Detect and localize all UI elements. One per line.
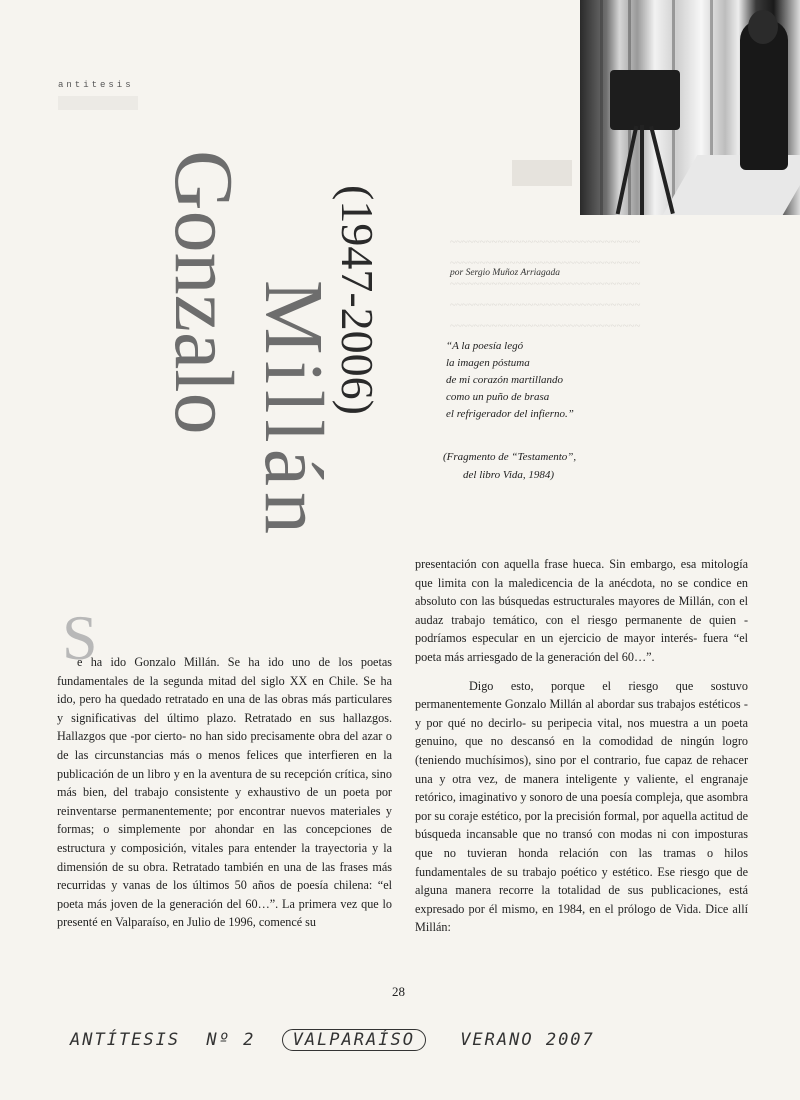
epigraph-line: “A la poesía legó	[446, 340, 524, 352]
vertical-title	[90, 150, 383, 580]
note-issue: Nº 2	[206, 1030, 256, 1050]
bleed-through-text: ~~~~~~~~~~~~~~~~~~~~~~~~~~~~~~~~ ~~~~~~~~~~~~~~~~~~~~~~~~~~~~~~~~ ~~~~~~~~~~~~~~~~~~~~~~~~~~~~~~~~ ~~~~~~~~~~~~~~~~~~~~~~~~~~~~~~~~ ~~~~~~~~~~~~~~~~~~~~~~~~~~~~~~~~	[450, 236, 641, 332]
epigraph-line: el refrigerador del infierno.”	[446, 408, 574, 420]
title-first-name: Gonzalo	[157, 150, 250, 435]
handwritten-note	[70, 1030, 595, 1070]
epigraph-line: la imagen póstuma	[446, 357, 530, 369]
title-years: (1947-2006)	[332, 185, 383, 415]
camera-silhouette	[610, 70, 680, 130]
epigraph-line: de mi corazón martillando	[446, 374, 564, 386]
note-journal: ANTÍTESIS	[70, 1030, 181, 1050]
section-rule	[58, 96, 138, 110]
ghost-block	[512, 160, 572, 186]
epigraph	[446, 338, 574, 423]
section-label: antitesis	[58, 80, 134, 90]
drop-cap: S	[62, 602, 98, 673]
source-line: (Fragmento de “Testamento”,	[443, 451, 577, 463]
source-line: del libro Vida, 1984)	[463, 469, 555, 481]
epigraph-source	[443, 448, 576, 484]
article-column-right	[415, 555, 748, 937]
page-number: 28	[392, 984, 405, 999]
note-city: VALPARAÍSO	[282, 1029, 426, 1051]
poet-photo	[580, 0, 800, 215]
epigraph-line: como un puño de brasa	[446, 391, 550, 403]
title-last-name: Millán	[247, 280, 340, 540]
note-season: VERANO 2007	[460, 1030, 595, 1050]
article-column-left	[57, 653, 392, 932]
byline: por Sergio Muñoz Arriagada	[450, 268, 561, 278]
article-paragraph: Digo esto, porque el riesgo que sostuvo permanentemente Gonzalo Millán al abordar sus trabajos estéticos -y por qué no decirlo- su peripecia vital, nos muestra a un poeta genuino, que no descansó en la comodidad de ningún logro (teniendo muchísimos), sino por el contrario, fue capaz de rehacer una y otra vez, de manera inteligente y valiente, el engranaje retórico, imaginativo y sonoro de una poesía compleja, que asombra por su coraje estético, por la precisión formal, por aquella actitud de búsqueda incansable que no transó con modas ni con imposturas que no tuvieran honda relación con las tramas o hilos fundamentales de su trabajo poético y estético. Ese riesgo que de alguna manera recorre la totalidad de sus publicaciones, está expresado por él mismo, en 1984, en el prólogo de Vida. Dice allí Millán:	[415, 678, 748, 935]
article-paragraph: presentación con aquella frase hueca. Sin embargo, esa mitología que limita con la maledicencia de la anécdota, no se condice en absoluto con las búsquedas estructurales mayores de Millán, con el audaz trabajo temático, con el riesgo permanente de quien -podríamos especular en un ejercicio de mayor interés- fuera “el poeta más arriesgado de la generación del 60…”.	[415, 557, 748, 664]
article-left-text: e ha ido Gonzalo Millán. Se ha ido uno de los poetas fundamentales de la segunda mitad del siglo XX en Chile. Se ha ido, pero ha quedado retratado en una de las obras más particulares y significativas del último plazo. Retratado en sus hallazgos. Hallazgos que -por cierto- no han sido precisamente obra del azar o de las circunstancias más o menos felices que interfieren en la publicación de un libro y en la aventura de su recepción crítica, sino más bien, del trabajo consistente y exhaustivo de un poeta por reinventarse permanentemente; por encontrar nuevos materiales y formas; o simplemente por ahondar en las concepciones de estructura y composición, vitales para entender la trayectoria y la dimensión de su obra. Retratado también en una de las frases más recurridas y vanas de los últimos 50 años de poesía chilena: “el poeta más joven de la generación del 60…”. La primera vez que lo presenté en Valparaíso, en Julio de 1996, comencé su	[57, 655, 392, 930]
